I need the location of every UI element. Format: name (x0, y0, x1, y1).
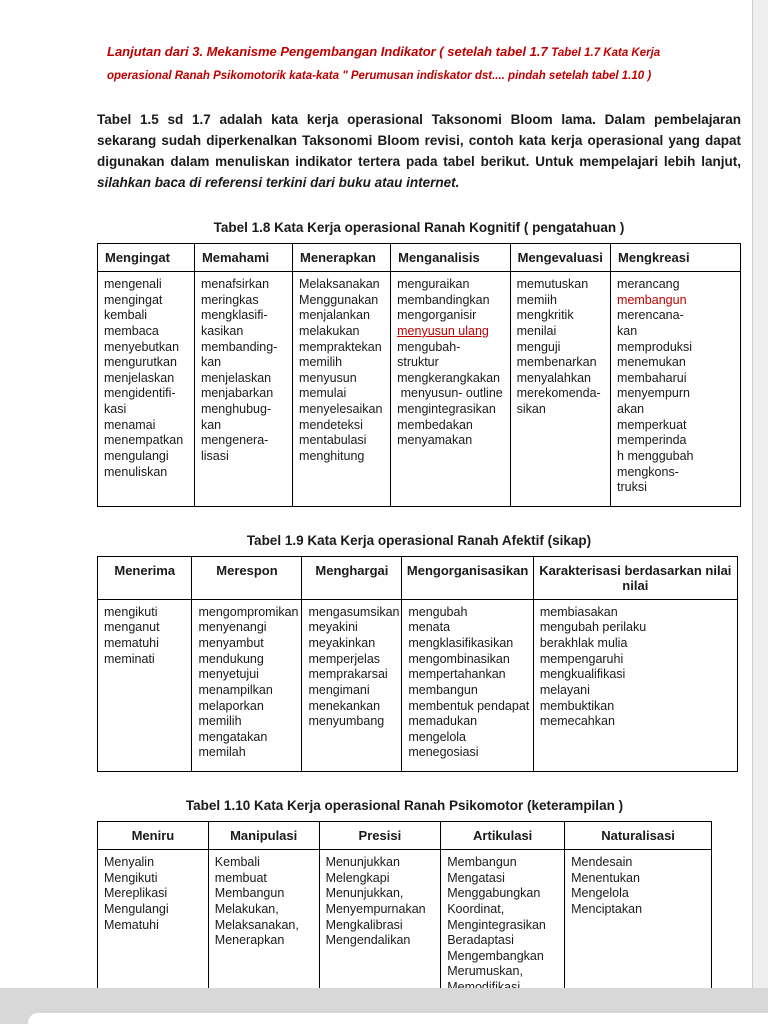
verb-line: menjabarkan (200, 386, 274, 401)
continuation-note-sub: Tabel 1.7 Kata Kerja (551, 47, 661, 59)
verb-line: menyusun ulang (397, 323, 489, 338)
verb-list-cell (302, 599, 402, 771)
verb-line: mengurutkan (104, 355, 177, 370)
verb-line: mengasumsikan (308, 604, 400, 619)
verb-line: mendeteksi (299, 417, 363, 432)
verb-list-cell (98, 272, 195, 507)
verb-line: menyelesaikan (299, 402, 383, 417)
verb-line: menyetujui (198, 667, 259, 682)
verb-line: merancang (617, 277, 680, 292)
verb-line: memiih (516, 292, 557, 307)
verb-line: Menyalin (104, 855, 155, 870)
verb-line: memperinda (617, 433, 687, 448)
verb-line: menemukan (617, 355, 686, 370)
verb-line: menjelaskan (200, 370, 272, 385)
intro-paragraph (97, 110, 741, 194)
verb-line: memilih (299, 355, 343, 370)
table-1-10-psychomotor (97, 821, 712, 1013)
verb-line: membaharui (617, 370, 687, 385)
verb-line: mengenera- (200, 433, 269, 448)
verb-line: memperkuat (617, 417, 687, 432)
verb-line: Menunjukkan (325, 855, 400, 870)
verb-line: Mengendalikan (325, 933, 411, 948)
verb-line: menafsirkan (200, 277, 270, 292)
verb-line: Beradaptasi (447, 933, 514, 948)
table-body-row (98, 599, 738, 771)
verb-line: mengimani (308, 682, 370, 697)
column-header: Mengevaluasi (510, 244, 610, 272)
verb-line: membuat (214, 870, 267, 885)
verb-line: memulai (299, 386, 347, 401)
verb-line: Koordinat, (447, 901, 505, 916)
verb-line: menata (408, 620, 451, 635)
verb-list-cell (510, 272, 610, 507)
table-1-9-affective (97, 556, 738, 772)
verb-line: kasikan (200, 323, 244, 338)
verb-line: Melaksanakan (299, 277, 380, 292)
verb-line: mengklasifikasikan (408, 636, 514, 651)
table-1-8-title: Tabel 1.8 Kata Kerja operasional Ranah Kognitif ( pengatahuan ) (213, 220, 625, 236)
verb-line: memproduksi (617, 339, 693, 354)
verb-line: menyambut (198, 636, 264, 651)
verb-line: Merumuskan, (447, 964, 523, 979)
verb-line: membenarkan (516, 355, 597, 370)
continuation-note (107, 40, 741, 86)
verb-line: menghubug- (200, 402, 272, 417)
verb-line: Menggabungkan (447, 886, 541, 901)
verb-line: mengelola (408, 729, 467, 744)
verb-list-cell (192, 599, 302, 771)
verb-line: berakhlak mulia (539, 636, 628, 651)
verb-line: Melengkapi (325, 870, 390, 885)
verb-line: mengombinasikan (408, 651, 510, 666)
verb-line: mengkritik (516, 308, 574, 323)
verb-line: Mengulangi (104, 901, 169, 916)
table-1-10-title: Tabel 1.10 Kata Kerja operasional Ranah Psikomotor (keterampilan ) (185, 798, 624, 814)
table-header-row (98, 556, 738, 599)
verb-line: mengenali (104, 277, 162, 292)
table-1-8-cognitive (97, 243, 741, 507)
verb-line: mengklasifi- (200, 308, 268, 323)
verb-line: melayani (539, 682, 590, 697)
column-header: Menghargai (302, 556, 402, 599)
verb-line: Menyempurnakan (325, 901, 426, 916)
table-body-row (98, 272, 741, 507)
verb-line: Menggunakan (299, 292, 379, 307)
verb-line: mengintegrasikan (397, 402, 496, 417)
right-gutter (752, 0, 768, 988)
verb-line: menekankan (308, 698, 381, 713)
verb-line: menyamakan (397, 433, 473, 448)
verb-line: membanding- (200, 339, 278, 354)
verb-line: meyakini (308, 620, 358, 635)
verb-line: menegosiasi (408, 745, 479, 760)
table-header-row (98, 822, 712, 850)
verb-line: mempengaruhi (539, 651, 624, 666)
verb-line: menjalankan (299, 308, 370, 323)
verb-line: menamai (104, 417, 156, 432)
verb-line: menyempurn (617, 386, 690, 401)
column-header: Menganalisis (391, 244, 511, 272)
verb-line: menguji (516, 339, 561, 354)
verb-line: Mengintegrasikan (447, 917, 546, 932)
verb-line: mengompromikan (198, 604, 299, 619)
verb-line: Mematuhi (104, 917, 159, 932)
verb-line: mengkualifikasi (539, 667, 626, 682)
verb-line: Mengatasi (447, 870, 505, 885)
verb-line: memecahkan (539, 714, 615, 729)
verb-line: menghitung (299, 448, 365, 463)
verb-line: Mengelola (571, 886, 629, 901)
verb-line: menjelaskan (104, 370, 175, 385)
verb-line: Melakukan, (214, 901, 279, 916)
verb-list-cell (611, 272, 741, 507)
verb-line: mengkons- (617, 464, 679, 479)
verb-line: kan (617, 323, 638, 338)
verb-line: Menunjukkan, (325, 886, 404, 901)
column-header: Merespon (192, 556, 302, 599)
verb-line: lisasi (200, 448, 229, 463)
verb-line: mentabulasi (299, 433, 367, 448)
column-header: Artikulasi (441, 822, 565, 850)
column-header: Presisi (319, 822, 441, 850)
verb-line: meyakinkan (308, 636, 376, 651)
verb-line: menyebutkan (104, 339, 180, 354)
verb-list-cell (391, 272, 511, 507)
verb-line: mengubah- (397, 339, 461, 354)
verb-line: membentuk pendapat (408, 698, 530, 713)
verb-list-cell (293, 272, 391, 507)
verb-line: menyalahkan (516, 370, 591, 385)
verb-list-cell (533, 599, 737, 771)
intro-text: Tabel 1.5 sd 1.7 adalah kata kerja operasional Taksonomi Bloom lama. Dalam pembelajaran sekarang sudah diperkenalkan Taksonomi Bloom revisi, contoh kata kerja operasional yang dapat digunakan dalam menuliskan indikator tertera pada tabel berikut. Untuk mempelajari lebih lanjut, (97, 112, 741, 170)
column-header: Meniru (98, 822, 209, 850)
verb-line: Mengkalibrasi (325, 917, 403, 932)
verb-line: mengkerangkakan (397, 370, 500, 385)
next-page-edge (28, 1013, 768, 1024)
column-header: Mengkreasi (611, 244, 741, 272)
verb-line: membuktikan (539, 698, 615, 713)
verb-line: membaca (104, 323, 159, 338)
verb-line: akan (617, 402, 645, 417)
verb-line: kan (200, 355, 222, 370)
verb-line: Mendesain (571, 855, 633, 870)
verb-line: mengikuti (104, 604, 158, 619)
verb-line: merekomenda- (516, 386, 601, 401)
verb-line: Mereplikasi (104, 886, 168, 901)
verb-line: meringkas (200, 292, 259, 307)
verb-line: Mengikuti (104, 870, 158, 885)
column-header: Mengingat (98, 244, 195, 272)
verb-line: Menentukan (571, 870, 640, 885)
verb-line: kembali (104, 308, 148, 323)
verb-line: menyenangi (198, 620, 267, 635)
verb-line: memilih (198, 714, 242, 729)
continuation-note-sub-line2: operasional Ranah Psikomotorik kata-kata " Perumusan indiskator dst.... pindah setelah tabel 1.10 ) (107, 70, 652, 83)
verb-line: menilai (516, 323, 557, 338)
column-header: Naturalisasi (565, 822, 712, 850)
verb-line: mengubah perilaku (539, 620, 647, 635)
verb-line: merencana- (617, 308, 684, 323)
verb-line: kan (200, 417, 222, 432)
verb-line: meminati (104, 651, 155, 666)
verb-line: Menciptakan (571, 901, 643, 916)
verb-line: melaporkan (198, 698, 264, 713)
verb-line: sikan (516, 402, 546, 417)
verb-line: kasi (104, 402, 127, 417)
table-header-row (98, 244, 741, 272)
verb-line: menuliskan (104, 464, 168, 479)
verb-list-cell (402, 599, 534, 771)
verb-line: mengulangi (104, 448, 169, 463)
column-header: Menerima (98, 556, 192, 599)
verb-line: Membangun (214, 886, 285, 901)
verb-line: mengatakan (198, 729, 268, 744)
column-header: Menerapkan (293, 244, 391, 272)
verb-line: mempertahankan (408, 667, 506, 682)
intro-text-italic: silahkan baca di referensi terkini dari buku atau internet. (97, 175, 460, 191)
verb-line: membiasakan (539, 604, 618, 619)
verb-line: memilah (198, 745, 246, 760)
verb-line: mempraktekan (299, 339, 382, 354)
verb-line: menempatkan (104, 433, 184, 448)
verb-line: Mengembangkan (447, 948, 544, 963)
verb-line: menyusun- outline (397, 386, 503, 401)
verb-line: memprakarsai (308, 667, 388, 682)
verb-line: membedakan (397, 417, 473, 432)
verb-line: menyumbang (308, 714, 385, 729)
verb-line: Membangun (447, 855, 517, 870)
verb-line: mengubah (408, 604, 468, 619)
continuation-note-main: Lanjutan dari 3. Mekanisme Pengembangan Indikator ( setelah tabel 1.7 (107, 44, 552, 59)
verb-line: mengingat (104, 292, 163, 307)
verb-line: mematuhi (104, 636, 159, 651)
verb-line: h menggubah (617, 448, 694, 463)
column-header: Memahami (194, 244, 292, 272)
verb-line: menganut (104, 620, 160, 635)
verb-line: membangun (408, 682, 478, 697)
verb-line: membangun (617, 292, 687, 307)
verb-line: memadukan (408, 714, 478, 729)
verb-line: mendukung (198, 651, 264, 666)
verb-line: mengidentifi- (104, 386, 176, 401)
column-header: Karakterisasi berdasarkan nilai nilai (533, 556, 737, 599)
column-header: Manipulasi (208, 822, 319, 850)
verb-line: truksi (617, 480, 647, 495)
verb-line: struktur (397, 355, 439, 370)
verb-line: menyusun (299, 370, 357, 385)
verb-line: menampilkan (198, 682, 273, 697)
verb-line: memperjelas (308, 651, 381, 666)
verb-list-cell (98, 599, 192, 771)
verb-line: Melaksanakan, (214, 917, 299, 932)
verb-line: Kembali (214, 855, 260, 870)
table-1-9-title: Tabel 1.9 Kata Kerja operasional Ranah Afektif (sikap) (246, 532, 592, 548)
verb-list-cell (194, 272, 292, 507)
verb-line: mengorganisir (397, 308, 477, 323)
column-header: Mengorganisasikan (402, 556, 534, 599)
verb-line: menguraikan (397, 277, 470, 292)
verb-line: memutuskan (516, 277, 589, 292)
verb-line: membandingkan (397, 292, 490, 307)
verb-line: Menerapkan (214, 933, 285, 948)
verb-line: melakukan (299, 323, 360, 338)
